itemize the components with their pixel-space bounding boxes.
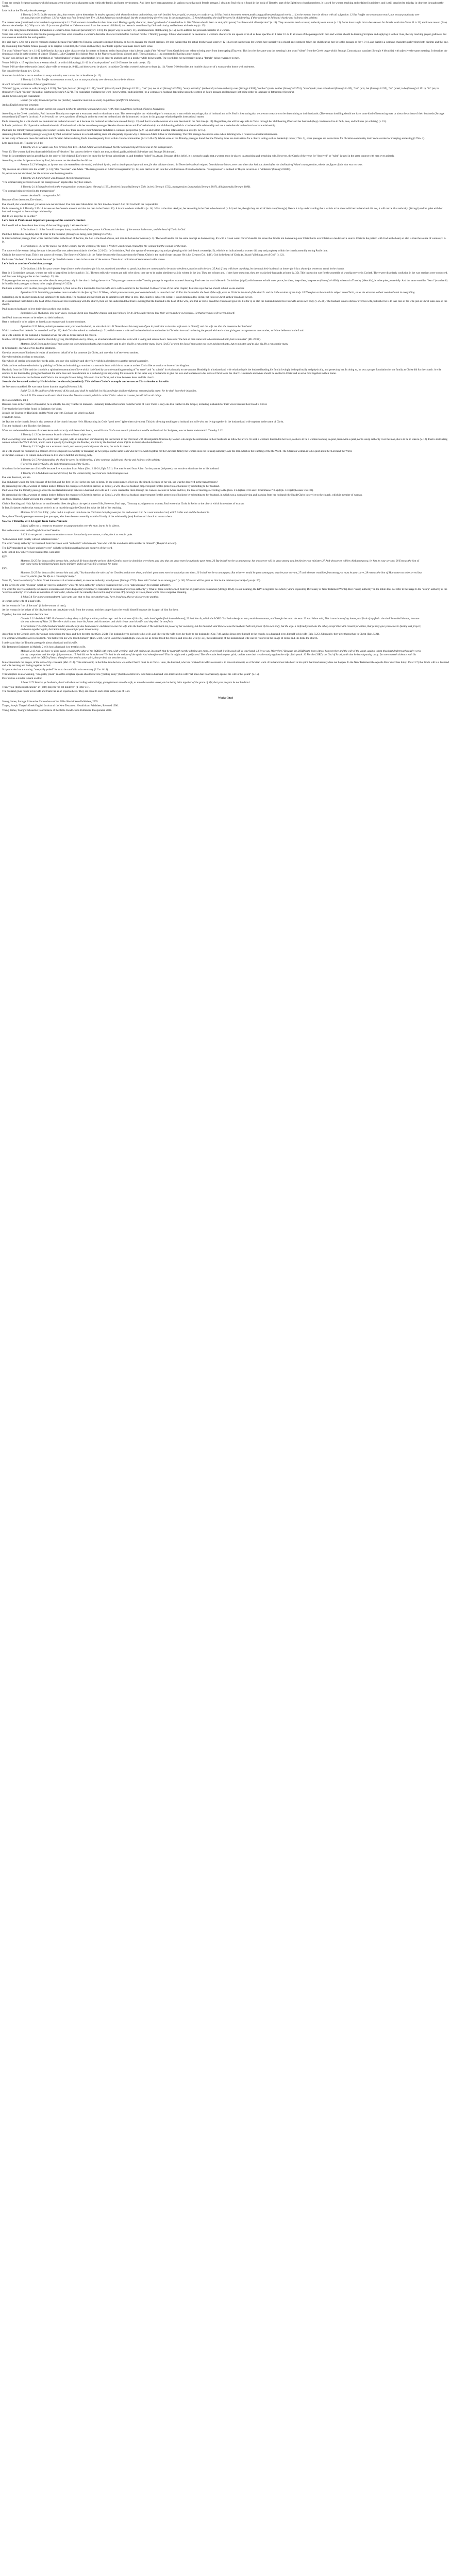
paragraph: Headship from the Bible and the church is a spiritual concentration of love which is defined by an understanding meaning of "to serve" and "to submit" in relationship to one another. Headship in a husband and wife relationship is the husband leading his family lovingly both spiritually and physically, and protecting her. In doing so, he sets a proper foundation for the family as Christ did for the church. A wife submits to her husband by giving her husband the same love and consideration as a husband gives her; caring for his needs. In the same way a husband is to give the love and tenderness to his wife as Christ loves the church. Husbands and wives should be unified in Christ and to serve God together in their home. (2, 368, 441, 375)
paragraph: A word for word translation of the original Greek: (2, 82, 56, 86)
citation: Young, James, Young's Exhaustive Concordance of the Bible. Hendrickson Publishers, Incorporated 2009. (2, 709, 112, 712)
scripture-quote: 2:11a I suffer not a woman to teach nor to usurp authority over the man, but to be in silence. (21, 524, 120, 528)
paragraph: The word "silence" used in v. 11-12 is defined as having a quiet character that is content to listen to and to learn about what is being taught ("the "silence" from Greek lexicons refers to being quiet from interrupting (Thayer)). This is to be the same way the meaning is the word "silent" from the Greek usage which Strong's Concordance translate (Strong's # hēsuchia) with adjective the same meaning. It describes the deacons as what is in the context of silence (Thayer). Luke Chapters 14:4 (about Jesus to the Pharisees and Jesus' silence) and 1 Thessalonians 4:11 (a command of having a quiet word). (2, 49, 447, 56)
scripture-quote: But (or and) a woman permit not to teach neither to determine a man but to exist (with) him in quietness (without offensive behaviors). (21, 108, 165, 111)
paragraph: This Scripture is also warning, "unequally yoked" is as this scripture speaks about believers ("putting away") but it also tells how God hates a husband who mistreats his wife: "let none deal treacherously against the wife of his youth" (v. 15). (2, 672, 260, 676)
paragraph: Here in 1 Corinthians passage, women are told to keep silent in the church (v. 34). The text tells why women are told to be silent, they are to be under obedience as it is written in the law. They are to learn and, if they have questions, they are to ask their husbands at home (v. 35). This instruction was for the assembly of worship service in Corinth. There were disorderly confusion in the way services were conducted, and Paul was bringing order to the church (v. 33, 40). (2, 272, 448, 278)
document-body (0, 0, 451, 713)
paragraph: It is said that v. 12 is not a proven reason to channel because Paul's letter to Timothy is meant to instruct Timothy on how to manage the church services. Yet it is evident that the actual brothers and sisters v. 12-13 are not instructions for women here specially in a church environment. When the childbearing here is to this passage as for v. 9-11, and that it is a woman's character quality from both his time and this one. (2, 40, 449, 44)
paragraph: Paul was writing to be instructed how to, and to learn in quiet, with all subjection she's learning the instruction in the Word and with all subjection.Whereas by women who might be submissive to their husbands as fellow believers. To seek a woman's husband in her love, so she is to be a woman learning in quiet, learn with a quiet, nor to usurp authority over the man, she is to be in silence (v. 12). Paul is instructing women to learn the Word of God, and to learn it quietly by looking to the Teacher, and it is by the husband whom if (it is in doubt) she should learn to. (2, 437, 448, 444)
paragraph: Jesus is the Teacher by His Spirit, and the Word was with God and the Word was God. (2, 411, 95, 415)
paragraph: There are certain Scripture passages which humans seem to have great character traits within the family and home environment. And there have been arguments in various ways that each female passage. I obtain to Paul which is found in the book of Timothy, part of the Epistles to church members. It is used for women teaching and ordained in ministry, and is still preached to this day in churches throughout the world. (2, 2, 444, 8)
section-heading: Now to 1 Timothy 2:11-12 again from James Version: (2, 519, 68, 523)
paragraph: Paul states "the head of the woman is the man" (v. 3) which means a man is the source of the woman. There is no indication of dominance in this source. (2, 258, 165, 261)
paragraph: One that serves out of kindness is leader of another on behalf of or for someone (in Christ, and one who is of service to another. (2, 351, 139, 354)
scripture-quote: woman deceived in transgression fell (21, 194, 61, 197)
scripture-quote: 1 Timothy 2:12 I suffer not a woman to teach, nor to usurp authority over the man, but to be in silence. (21, 445, 131, 449)
paragraph: Eve was deceived, and sin. (2, 476, 31, 480)
scripture-quote: Genesis 2:21 And the LORD God caused a deep sleep to fall upon Adam, and he slept: and he took one of his ribs, and closed up the flesh instead thereof; 22 And the rib, which the LORD God had taken from man, made he a woman, and brought her unto the man. 23 And Adam said, This is now bone of my bones, and flesh of my flesh: she shall be called Woman, because she was taken out of Man. 24 Therefore shall a man leave his father and his mother, and shall cleave unto his wife: and they shall be one flesh. (21, 617, 420, 624)
paragraph: Malachi reminds the people, of the wife of thy covenant (Mal. 2:14). This relationship in the Bible is to be how we as the Church must be to Christ. Here, the husband, who has received his wife's covenant is to have relationship to a Christian walk. A husband must take heed to his spirit that treacherously does not happen. In the New Testament the Apostle Peter describes this (1 Peter 3:7) that God's will is a husband and wife learning and loving together in God. (2, 660, 449, 667)
scripture-quote: 1 Timothy 2:15 Notwithstanding she shall be saved in childbearing, if they continue in faith and charity and holiness with sobriety. (21, 458, 161, 462)
paragraph: According to the Genesis story, the woman comes from the man, and then become one (Gen. 2:24). The husband gives his body to his wife, and likewise the wife gives her body to her husband (1 Cor. 7:4). And as Jesus gave himself to the church, so a husband gives himself to his wife (Eph. 5:25). Ultimately, they give themselves to Christ (Eph. 5:21). (2, 632, 380, 636)
paragraph: Matthew 20:28 (just as Christ served the church by giving His life) but also by others, so a husband should serve his wife with a loving and servant heart. Jesus said "the Son of man came not to be ministered unto, but to minister" (Mt. 20:28). (2, 338, 261, 342)
paragraph: Now, these Timothy passages were not just passages, who does the new assembly would of family of the relationship (are) Pauline and church to instruct them. (2, 515, 173, 519)
paragraph: Verse 25, "exercise authority" is from Greek katexousiazō or katexousiazō, to exercise authority, wield power (Strong's 2715). Jesus said "it shall be so among you" (v. 26). Whoever will be great let him be the minister (servant) of you (v. 26). (2, 579, 261, 583)
section-heading: Jesus is the Servant-Leader by His birth for the church (mankind). This defines Christ's example and serves as Christ-leader to his wife. (2, 380, 170, 384)
paragraph: In Paul's position v. 12-15 pertains to the relationship of husband and wife because these passages likewise discuss Adam and Eve's relationship and childbearing which is a husband-wife relationship and not a male-female in the church service relationship. (2, 124, 276, 128)
paragraph: But in the same verse in the English Standard Version: (2, 529, 61, 532)
paragraph: Let's look at how other verses translate this word also: (2, 551, 60, 554)
paragraph: Paul uses the Timothy female passages for women to show how there is a love their Christian faith from a woman's perspective (v. 9-15) and within a marital relationship as a wife (v. 12-15). (2, 128, 206, 132)
paragraph: They teach the knowledge found in Scripture, the Word. (2, 407, 62, 411)
scripture-quote: Malachi 2:13 And this have ye done again, covering the altar of the LORD with tears, with weeping, and with crying out, insomuch that he regardeth not the offering any more, or receiveth it with good will at your hand. 14 Yet ye say, Wherefore? Because the LORD hath been witness between thee and the wife of thy youth, against whom thou hast dealt treacherously: yet is she thy companion, and the wife of thy covenant. 15 And did not he make one? Yet had he the residue of the spirit. And wherefore one? That he might seek a godly seed. Therefore take heed to your spirit, and let none deal treacherously against the wife of his youth. 16 For the LORD, the God of Israel, saith that he hateth putting away: for one covereth violence with his garment, saith the LORD of hosts: therefore take heed to your spirit, that ye deal not treacherously. (21, 650, 421, 659)
paragraph: Christ's Teaching and Holy Spirit can be manifested to bless the gifts at the special time of life, However, Paul says, "Contrary to judgment on women, Paul wrote that Christ is Savior to the church which is members of woman. (2, 502, 245, 505)
paragraph: By presenting his wife, a woman of certain leaders follows the example of Christ (in service, as Christ), a wife shows a husband proper respect for this protection of holiness by submitting to her husband, in which was a woman loving and learning from her husband (the Head) Christ in service to the church, which is member of woman. (2, 493, 363, 497)
paragraph: In this Corinthian passage, Paul writes that the Father is the Head of the Son, the Son is the Head of man, and man is the head of woman (v. 3). The word head is not the same concept as domineering. It's with a Greek word. Christ's head in the sense that God is not dominating over Christ but is over Christ as a leader and a source. Christ is the pattern with God as the head, so also is man the source of woman (v. 8-9). (2, 237, 446, 244)
paragraph: Paul uses a similar word in other passages. In Ephesians 5, Paul writes for a husband to love his wife and a wife to submit to her husband. In those verses of the same chapter, Paul also says that we should submit to one another. (2, 286, 245, 290)
scripture-quote: Matthew 20:25 But Jesus called them to him and said, "You know that the rulers of the Gentiles lord it over them, and their great ones exercise authority over them. 26 It shall not be so among you. But whoever would be great among you must be your servant, 27 and whoever would be first among you must be your slave, 28 even as the Son of Man came not to be served but to serve, and to give his life as a ransom for many." (21, 571, 422, 578)
scripture-quote: 1 John 5:4 For a new commandment I give unto you, that ye love one another; as I have loved you, that ye also love one another. (21, 595, 159, 599)
paragraph: By examining this Pauline female passage in its original Greek text, the verses and how they coordinate together can make much more sense. (2, 45, 154, 48)
section-heading: Let's look at Paul's most important passage of the woman's conduct. (2, 219, 86, 223)
paragraph: The husband gives honor to his wife and treats her as an equal as heirs. They are equal to each other in the eyes of God. (2, 690, 130, 693)
scripture-quote: 1 Timothy 2:13 For Adam was first formed, then Eve. 14 And Adam was not deceived, but the woman being deceived was in the transgression. (21, 146, 173, 149)
paragraph: The source of the woman being the man is because Eve was taken from Adam's rib (Gen. 2:21-23). In Corinthians, Paul also speaks of women praying and prophesying with their heads covered (v. 5), which is an indication that women did pray and prophesy within the church assembly during Paul's time. (2, 249, 328, 252)
paragraph: One who submits also has no meanings. (2, 355, 45, 359)
paragraph: The woman will not be safe in childbirth. "Be that loveth his wife loveth himself" (Eph. 5:28). Christ loved the church (Eph. 5:25) so we as Christ loved the church, and loves his wife (v. 25), the relationship of the husband and wife can be restored in the image of Christ and His bride the church. (2, 637, 318, 640)
paragraph: Let's look at the Timothy female passage (2, 9, 46, 12)
paragraph: Peter makes a similar remark on this: (2, 677, 42, 680)
paragraph: According to the Greek translation, Paul instructs Timothy not to permit a woman to teach or dominate a man. This verse explains the relationship of a woman and a man within a marriage; that of husband and wife. Paul is instructing that we are not to teach or to be determining to their husbands. (The woman instilling should not have some kind of instructing over or about the actions of their husbands (Strong's concordance)) (Thayer's Lexicon). A wife would not have a position of being in authority over her husband and she is instructed to show in this passage relationship this instructional matter. (2, 112, 444, 119)
paragraph: KJV: (2, 555, 8, 558)
paragraph: "Let a woman learn quietly with all submissiveness." (2, 537, 59, 541)
paragraph: That is the thing future translation. It mentions a woman's dress code and personality (v. 9-10), the proper way to learn (v. 11), and it mentions childbearing (v. 15), not to address the personal character of a woman. (2, 28, 230, 32)
citation: Thayer, Joseph. Thayer's Greek-English Lexicon of the New Testament. Hendrickson Publishers, Reissued 1996. (2, 705, 119, 708)
paragraph: As the woman is "not of the man" (it is the woman of man), (2, 604, 66, 607)
paragraph: The word "usurp authority" is translated from the Greek word "authenteō" which means "one who with his own hands kills another or himself" (Thayer's Lexicon). (2, 542, 177, 546)
scripture-quote: Ephesians 5:25 Husbands, love your wives, even as Christ also loved the church, and gave himself for it; 28 So ought men to love their wives as their own bodies. He that loveth his wife loveth himself. (21, 312, 235, 315)
paragraph: I understand that the Timothy passage is about a husband and his wife. (2, 641, 78, 645)
paragraph: Together, the man and woman become one: (2, 613, 49, 616)
paragraph: As Jesus, Teacher, Christ will keep the woman "safe" through childbirth. (2, 498, 80, 501)
paragraph: Verse 13: The woman had less doctrinal definition of "deceive," for cause to believe what is not true, mislead, guide, mislead (Schweizer and Strong's Dictionary). (2, 150, 176, 154)
citations-list (2, 701, 449, 712)
paragraph: As the woman is the helper of his life, but they are that Adam would from the woman, and then proper has to be would himself because she is a part of him for them. (2, 608, 179, 612)
paragraph: Verse here with fore found in this Pauline passage describes what should be a woman's desirable character traits before God and for the 1 Timothy passage. I think what needs to be deemed as a woman's character is not spoken of at all as Peter specifies in 1 Peter 3:1-6. In all cases of the passages both men and women should be learning Scripture and applying it to their lives, thereby reaching proper godliness, but can a woman teach it is the real question. (2, 33, 447, 40)
article-content (2, 2, 449, 693)
scripture-quote: Matthew 22:16 Gen 4:15(...) that and it is safe and that there are Christian that (they were) at the and women is to be a sent unto the Lord, which is this and and the husband in. (21, 511, 210, 514)
works-cited-heading: Works Cited (218, 696, 233, 700)
scripture-quote: Matthew 20:28 Even as the Son of man came not to be ministered unto, but to minister, and to give his life a ransom for many. Mark 10:45 For even the Son of man came not to be ministered unto, but to minister, and to give his life a ransom for many. (21, 342, 289, 346)
paragraph: Because Jesus is the Teacher of mankind, he is actually the only Teacher in mankind. Humanity teaches that comes from the Word of God. There is only one true teacher in the Gospel, including husbands for their wives because their Head is Christ. (2, 403, 268, 406)
paragraph: Verse 14 is sometimes used as proof that in the order of life Adam & Eve's story be cause for her being subordinate to, and therefore "ruled" by, Adam. Because of this belief, it is wrongly taught that a woman must be placed in a teaching and preaching role. However, the Greek of the verse for "deceived" or "ruled" is used in the same context with man over animals. (2, 155, 395, 158)
paragraph: Eve and Adam was in the first, because of the first, and the first (or Eve) is the one was to listen. In one consequence of her sin, she sinned. Because of her sin, she was the deceived in the transgression? (2, 480, 218, 484)
paragraph: If we understand that Christ is the head of the church and His relationship with the church, then we can understand that Paul is writing that the husband is the head of the wife, and that as Christ loved the church and gave His life for it, so also the husband should love his wife as his own body (v. 25-28). The husband is not a dictator over his wife, but rather he is to take care of his wife just as Christ takes care of the church. (2, 300, 447, 307)
scripture-quote: 1 Timothy 2:12 Let the woman learn in silence with all subjection. (21, 433, 92, 437)
paragraph: "Woman" (gyne, woman or wife (Strong's # 1135), "but" (de; but and (Strong's # 1161), "teach" (didaskō; teach (Strong's # 1321), "not" (ou; not at all (Strong's # 3756), "usurp authority" (authenteō; to have authority over (Strong's # 831), "neither" (oude; neither (Strong's # 3761), "man" (anēr; man or husband (Strong's # 435), "but" (alla; but (Strong's # 235), "be" (einai; to be (Strong's # 1511), "in" (en; in (Strong's # 1722), "silence" (hēsuchia; quietness (Strong's # 2271). The translation translates the word (gyne/woman) and (anēr/man) as a woman or a husband depending upon the context of Paul's passage and language (not being either or language of father/son) (Strong's). (2, 87, 439, 94)
paragraph: Because of her deception, Eve sinned. (2, 198, 43, 202)
paragraph: As Teacher to the church, Jesus is also presence of the church because He is His teaching by Gods "good news" (give them salvation). This job of eating teaching to a husband and wife who are living together in the husband and wife together in the name of Christ. (2, 420, 284, 423)
scripture-quote: Romans 5:12 Wherefore, as by one man sin entered into the world, and death by sin; and so death passed upon all men, for that all have sinned: 14 Nevertheless death reigned from Adam to Moses, even over them that had not sinned after the similitude of Adam's transgression, who is the figure of him that was to come. (21, 163, 363, 167)
paragraph: "Silent" was defined as (v. 11) the translation of "subordination" or show subordination (s.v.) in order to another such as a teacher while being taught. The word does not necessarily mean a "female" being reverence to men. (2, 57, 240, 60)
paragraph: ESV: (2, 567, 8, 570)
paragraph: Not consider the things in v. 12-14. (2, 70, 40, 73)
paragraph: In Christianity, one who serves has true greatness. (2, 347, 56, 350)
spacer (2, 694, 449, 696)
paragraph: (See also Matthew 1:1-) (2, 398, 28, 402)
paragraph: The word for exercise authority in Greek is exousiazō and Vine's Expository Dictionary's translation of exousiazō ("exercise authority"). What of these words formed from the original Greek translation (Strong's 1850). In our meaning, the KJV recognizes this which (Vine's Expository Dictionary of New Testament Words). Here "usurp authority" in the Bible does not refer to the usage to the "usurp" authority as the "exercise authority" over others as in matters of their order, which could be called by the Lord in an ("exercise of") (Strong's in Greek, these words have a negative meaning. (2, 588, 447, 595)
paragraph: This passage does not say women are to be silent in every time, only in the church during the service. This passage connects to the Timothy passage in regards to women's learning. Paul uses the word silence in Corinthians (sigaō) which means to hold one's peace, be silent, keep silent, keep secret (Strong's # 4601), whereas in Timothy (hēsuchia), is to be quiet, peacefully. And the same word for "learn" (manthanō) is found in both passages: to learn, to be taught (Strong's # 3129). (2, 279, 448, 286)
paragraph: Christian love and true submission by yielding in Christ and submitting to another is a servant's heart which is no more or no less Christ like as service to those of the kingdom. (2, 364, 190, 367)
scripture-quote: 1 Timothy 2:12 But I suffer not a woman to teach, nor to usurp authority over the man, but to be in silence. (21, 78, 136, 82)
paragraph: "The woman being deceived in the transgression" (2, 190, 56, 193)
paragraph: According to other Scripture written by Paul, Adam was not deceived but he did sin. (2, 159, 93, 162)
scripture-quote: Luke 4:21 The servant saith unto him I know that Messias cometh, which is called Christ: when he is come, he will tell us all things. (21, 394, 162, 398)
paragraph: As Servant to mankind, He was made lower than the angels (Hebrews 2:9). (2, 385, 83, 389)
scripture-quote: 2:12 I do not permit a woman to teach or to exercise authority over a man; rather, she is to remain quiet. (21, 533, 133, 537)
paragraph: A Christian woman is to remain and continue to live after a faithful and loving, holy. (2, 454, 93, 457)
paragraph: Verses 9-10 are directed towards (ossos) place wife or woman (v. 9-11), and those are to be placed in subsists Christian women's who are to learn (v. 11). Verses 9-10 describes the humble character of a woman who learns with quietness. (2, 65, 255, 69)
scripture-quote: 1 Corinthians 7:3 Let the husband render unto the wife due benevolence: and likewise also the wife unto the husband. 4 The wife hath not power of her own body, but the husband: and likewise also the husband hath not power of his own body, but the wife. 5 Defraud ye not one the other, except it be with consent for a time, that ye may give yourselves to fasting and prayer; and come together again, that Satan tempt you not for your incontinency. (21, 624, 421, 632)
paragraph: "The woman being deceived was in the transgression" implies that only Eve sinned. (2, 181, 92, 184)
paragraph: A woman is the wife of a man's life. (2, 600, 41, 603)
paragraph: A woman is told she is not to teach or to usurp authority over a man, but to be silence (v. 12). (2, 74, 102, 77)
paragraph: As a wife should her husband (in a manner of fellowship not in a worldly or manager) as two people on the same team who have to work together for the Christian family the woman does not to usurp authority over the man which is the teaching of the the Word. The Christian woman is to be quiet about her Lord and the Word. (2, 450, 352, 453)
citation: Strong, James, Strong's Exhaustive Concordance of the Bible. Hendrickson Publishers, 2009. (2, 701, 98, 704)
scripture-quote: 1 Timothy 2:14 Being deceived in the transgression: woman (gyne) (Strong's 1135), deceived (apataō) (Strong's 538), in (en) (Strong's 1722), transgression (parabasis) (Strong's 3847), did (ginomai) (Strong's 1096). (21, 185, 251, 189)
scripture-quote: Ephesians 5:22 Wives, submit yourselves unto your own husbands, as unto the Lord. 33 Nevertheless let every one of you in particular so love his wife even as himself; and the wife see that she reverence her husband. (21, 325, 252, 328)
paragraph: Paul would tell us here about how many of the teachings apply. Let's see the text: (2, 224, 89, 227)
scripture-quote: Matthew 20:25 But Jesus called them to him, and said, Ye know that the princes of the Gentiles exercise dominion over them, and they that are great exercise authority upon them. 26 But it shall not be so among you: but whosoever will be great among you, let him be your minister; 27 And whosoever will be chief among you, let him be your servant: 28 Even as the Son of man came not to be ministered unto, but to minister, and to give his life a ransom for many. (21, 560, 419, 566)
scripture-quote: 1 Timothy 2:14 and when it was deceived, then the transgression. (21, 176, 91, 180)
paragraph: In fact, Scripture teaches that woman's voice is to be heard through the Church but what the fall of her teaching. (2, 506, 122, 510)
paragraph: Paul wrote that the Timothy passage about the marital relationship between a husband and wife as if it were created for them through the Genesis account of Adam and Eve, the love of marriage according to the (Gen. 2:24) (Gen 3:16 and 1 Corinthians 7:3-5) (Eph. 5:31) (Ephesians 5:22-33). (2, 489, 314, 493)
paragraph: In the Greek it's word "exousia" which is "exercise authority" while "to have authority" which is translates it the Greek "katexousiazō" (to exercise authority). (2, 583, 171, 587)
paragraph: Paul's reasoning for a wife should not dominate her husband are such as it because the husband as father was created first (v. 13) and that it was the woman who was deceived in the first time (v. 14). Regardless, she will be kept safe in Christ through her childbearing if her and her husband (they) continue to live in faith, love, and holiness (or sobriety) (v. 15). (2, 120, 387, 123)
paragraph: Paul instructs husbands to love their wives as their own bodies. (2, 307, 70, 311)
paragraph: When we understand the verses of subservience and correctly with Jesus their hearts, we will know God's own accord pointed out to wife and husband for Scripture, we can better understand 1 Timothy 2:12. (2, 429, 224, 432)
paragraph: A case study of how one does discussion is that Christian believes during Paul's time frequently lived within church communities (Acts 2:46-47). Whilst some of the Timothy passages found that the Timothy letter are instructions for a church setting such as leadership roles (1 Tim. 3), other passages are instructions for Christian community itself such as rules for marrying and eating (1 Tim. 4). (2, 137, 425, 141)
paragraph: Then "your (both) supplications" in (both) prayers "be not hindered" (1 Peter 3:7). (2, 686, 90, 689)
scripture-quote: 1 Corinthians 11:3 But I would have you know, that the head of every man is Christ; and the head of the woman is the man; and the head of Christ is God. (21, 228, 186, 232)
paragraph: Thus the husband is the Teacher, the Servant. (2, 425, 51, 428)
paragraph: Let's again look at 1 Timothy 2:13-14: (2, 141, 43, 145)
scripture-quote: Ephesians 5:21 Submitting yourselves one to another in the fear of God. 22 Wives, submit yourselves unto your own husbands, as unto the Lord. 23 For the husband is the head of the wife, even as Christ is the head of the church: and he is the saviour of the body. 24 Therefore as the church is subject unto Christ, so let the wives be to their own husbands in every thing. (21, 291, 415, 295)
scripture-quote: 1 Timothy 2:9-15: In like manner also, that women adorn themselves in modest apparel, with shamefacedness and sobriety; not with broided hair, or gold, or pearls, or costly array; 10 But (which becometh women professing godliness) with good works. 11 Let the woman learn in silence with all subjection. 12 But I suffer not a woman to teach, nor to usurp authority over the man, but to be in silence. 13 For Adam was first formed, then Eve. 14 And Adam was not deceived, but the woman being deceived was in the transgression. 15 Notwithstanding she shall be saved in childbearing, if they continue in faith and charity and holiness with sobriety. (21, 13, 420, 20)
paragraph: Christ is the source for our holiness and Christ is the example for our living. We are to live in Christ, and a love between Jesus and His church. (2, 376, 155, 379)
paragraph: Here a husband is to be subject or loved as an example and is not to dominate. (2, 320, 86, 324)
paragraph: A husband is the head servant of his wife because Eve was taken from Adam (Gen. 2:21-24; Eph. 5:31). Eve was formed from Adam for the partner (helpmeet), not to rule or dominate her or his husband. (2, 467, 220, 471)
section-heading: Let's look at another Corinthian passage. (2, 262, 53, 265)
scripture-quote: (For wives and for) God's, she is the transgression of the (Lord). (21, 463, 90, 466)
paragraph: Christ is the source of man. This is the source of woman. The Source of Christ is in the Father because the Son came from the Father. Christ is the head of man because He is his Creator (Col. 1:16). God is the head of Christ (v. 3) and "all things are of God" (v. 12). (2, 253, 285, 257)
paragraph: And Paul instructs women to be subject to their husbands. (2, 316, 64, 319)
paragraph: And as English sentence structure: (2, 104, 39, 107)
scripture-quote: 1 Corinthians 14:34 Let your women keep silence in the churches: for it is not permitted unto them to speak; but they are commanded to be under obedience, as also saith the law. 35 And if they will learn any thing, let them ask their husbands at home: for it is a shame for women to speak in the church. (21, 267, 345, 270)
paragraph: By presenting his wife, a woman of certain leaders follows the example of Christ (in service, as Christ), a wife shows a husband proper respect for this protection of holiness by submitting to her husband. (2, 484, 220, 488)
paragraph: Then truth flows. (2, 416, 21, 419)
paragraph: So, Adam was not deceived, but the woman was the transgression. (2, 172, 73, 176)
scripture-quote: woman (or wife) teach and permit not (neither) determine man but (to exist) in quietness (indifferent behaviors) (21, 99, 140, 103)
paragraph: Submitting one to another means being submissive to each other. The husband and wife both are to submit to each other in love. The church is subject to Christ, it is not dominated by Christ, but follows Christ as their Head and Savior. (2, 295, 253, 299)
paragraph: Verses 9-10 (in v. 15 explains how a woman should be with childbearing), 11-12 in a "male position" and 13-15 states the main one (v. 15). (2, 61, 151, 64)
paragraph: One who is of service who puts their needs aside, and one who willingly and cheerfully yields in obedience to another person's authority. (2, 360, 149, 363)
paragraph: Eve should, she was deceived, yet Adam was not deceived. Eve then sent Adam from the first time he chosen? And did God hold her responsible? (2, 202, 158, 206)
paragraph: Which is where Paul defends "as unto the Lord" (v. 22). And Christian submit to each other (v. 21) which means a wife and husband submit to each other in Christian love and in sharing the gospel with each other giving encouragement to one another, as fellow believers in the Lord. (2, 329, 304, 333)
scripture-quote: 1 Timothy 2:13 And Adam was not deceived, but the woman being deceived was in the transgression. (21, 471, 129, 475)
scripture-quote: 1 Corinthians 11:8 For the man is not of the woman; but the woman of the man. 9 Neither was the man created for the woman; but the woman for the man. (21, 245, 187, 248)
scripture-quote: 1 Peter 3:7 Likewise, ye husbands, dwell with them according to knowledge, giving honour unto the wife, as unto the weaker vessel, and as being heirs together of the grace of life; that your prayers be not hindered. (21, 681, 250, 685)
paragraph: Old Testament Scriptures in Malachi 2 tells how a husband is to treat his wife. (2, 645, 86, 649)
paragraph: Paul then defines his headship line of order of the husband, (Strong's) as being, head (Strong's G2776). (2, 233, 112, 236)
paragraph: The ESV translated as "to have authority over" with the definition not having any negative of the word. (2, 546, 113, 550)
paragraph: As a wife submits to her husband, a husband serves his wife as Christ served the church. (2, 333, 97, 337)
paragraph: The reason verse (mentioned to be humble in appearance) is 11. Their concern should be for their inner soul. Having a godly character, these "good works" should follow it. 10b: Woman should learn or study (Scripture) "in silence with all subjection" (v. 11). They are not to teach or usurp authority over a man (v. 12). Some have taught this to be a reason for female restriction.Verse 11 is 13) and it was reason (Eve) she was deceived (v. 14). Why so is this 15 (a woman glorified as if she was saved from the curse of childbirth) the reason is considered by faith and charity and holiness with sobriety (v. 15). (2, 21, 447, 28)
paragraph: Scripture also has a warning: "unequally yoked" for us to be careful in who we marry (2 Cor. 6:14). (2, 668, 109, 672)
paragraph: "By one man sin entered into the world" (v. 12); "this "one man" was Adam. "The transgression of Adam's transgression" (v. 14) was that he let sin into the world because of his disobedience. "transgression" is defined in Thayer Lexicon as a "violation" (Strong's #3847). (2, 167, 291, 171)
scripture-quote: Isaiah 53:11 He shall see of the travail of his soul, and shall be satisfied: by his knowledge shall my righteous servant justify many; for he shall bear their iniquities. (21, 389, 197, 393)
paragraph: Paul's reasoning in 1 Timothy 2:13-14 focuses on the Genesis account and that the man is the first (v. 13). It is not to whom at the first (v. 14). What is the time. And yet, her reasoning is the first to be deceived (v. 14) and her, though they are all of their sins (Strong's). Hence it is by understanding that a wife is to be silent with her husband and did not, it will not be 'that authority' (Strong's) and be quiet with her husband in regard to the marriage relationship. (2, 207, 443, 214)
paragraph: And in Greek a English translation: (2, 94, 40, 98)
paragraph: Assuming that this Timothy passage was given by Paul to instruct women in a church setting does not adequately explain why it discusses Adam & Eve or childbearing. The film passage does make sense when listening how it relates in a marital relationship. (2, 133, 278, 136)
paragraph: But do we keep this as in order? (2, 214, 37, 218)
